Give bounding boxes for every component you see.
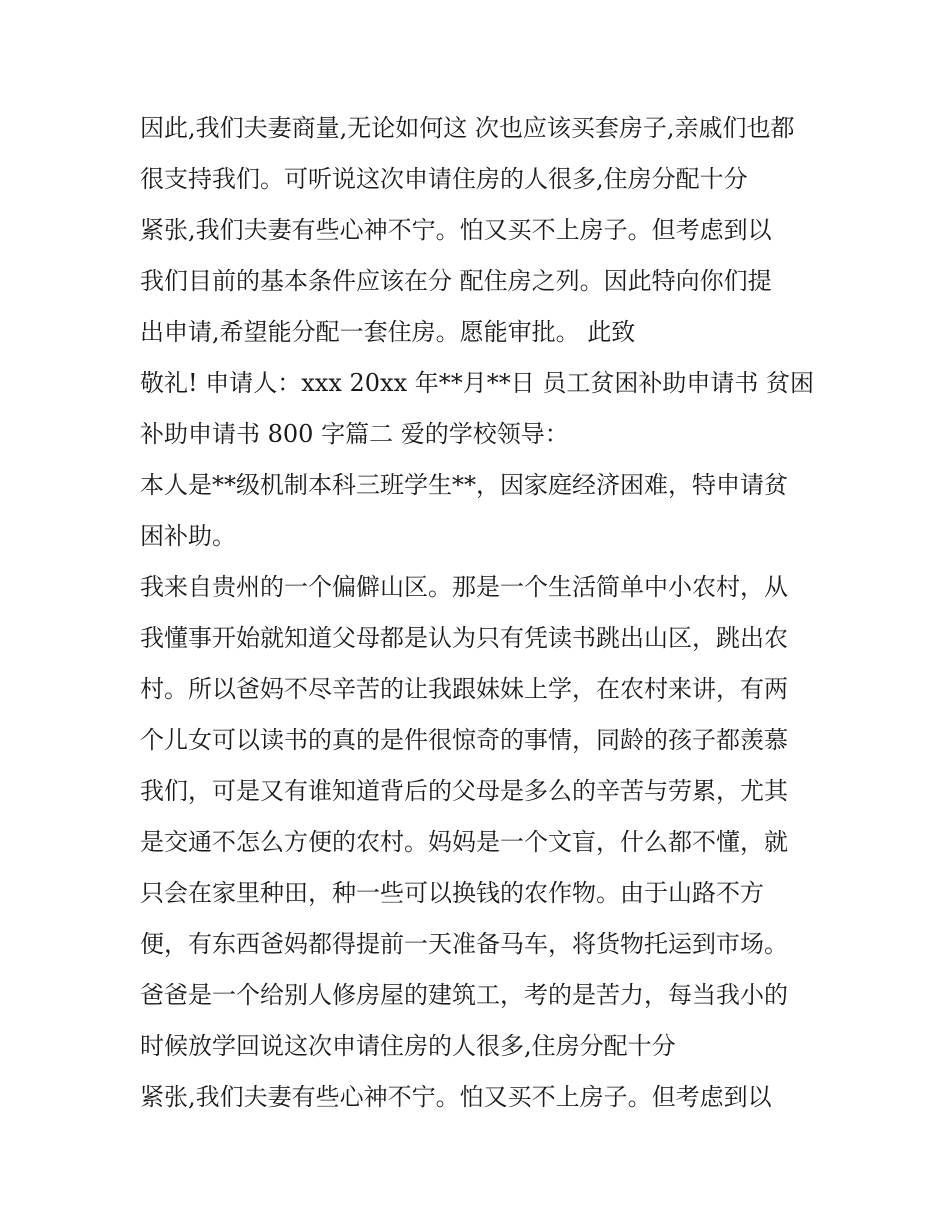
text-line: 时候放学回说这次申请住房的人很多,住房分配十分 [140, 1032, 676, 1060]
text-line: 只会在家里种田，种一些可以换钱的农作物。由于山路不方 [140, 879, 764, 907]
text-line: 紧张,我们夫妻有些心神不宁。怕又买不上房子。但考虑到以 [140, 216, 772, 244]
text-line: 个儿女可以读书的真的是件很惊奇的事情，同龄的孩子都羡慕 [140, 726, 788, 754]
text-line: 我懂事开始就知道父母都是认为只有凭读书跳出山区，跳出农 [140, 624, 788, 652]
text-line: 补助申请书 800 字篇二 爱的学校领导： [140, 420, 569, 448]
text-line: 我来自贵州的一个偏僻山区。那是一个生活简单中小农村，从 [140, 573, 788, 601]
text-line: 我们目前的基本条件应该在分 配住房之列。因此特向你们提 [140, 267, 772, 295]
text-line: 便，有东西爸妈都得提前一天准备马车，将货物托运到市场。 [140, 930, 788, 958]
text-line: 是交通不怎么方便的农村。妈妈是一个文盲，什么都不懂，就 [140, 828, 788, 856]
text-line: 紧张,我们夫妻有些心神不宁。怕又买不上房子。但考虑到以 [140, 1083, 772, 1111]
text-line: 村。所以爸妈不尽辛苦的让我跟妹妹上学，在农村来讲，有两 [140, 675, 788, 703]
text-line: 困补助。 [140, 522, 236, 550]
text-line: 很支持我们。可听说这次申请住房的人很多,住房分配十分 [140, 165, 748, 193]
text-line: 本人是**级机制本科三班学生**，因家庭经济困难，特申请贫 [140, 471, 788, 499]
text-line: 因此,我们夫妻商量,无论如何这 次也应该买套房子,亲戚们也都 [140, 114, 795, 142]
text-line: 出申请,希望能分配一套住房。愿能审批。 此致 [140, 318, 636, 346]
text-line: 我们，可是又有谁知道背后的父母是多么的辛苦与劳累，尤其 [140, 777, 788, 805]
text-line: 敬礼! 申请人：xxx 20xx 年**月**日 员工贫困补助申请书 贫困 [140, 369, 815, 397]
text-line: 爸爸是一个给别人修房屋的建筑工，考的是苦力，每当我小的 [140, 981, 788, 1009]
